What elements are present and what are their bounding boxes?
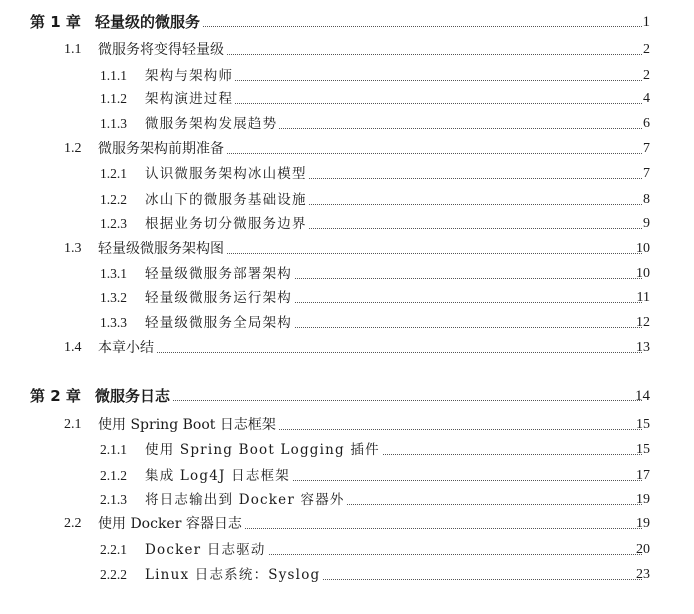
entry-title: Docker 日志驱动: [145, 539, 268, 561]
page-number: 2: [643, 68, 650, 83]
dot-leader: [98, 352, 642, 353]
page-number: 15: [636, 442, 650, 457]
entry-number: 2.1.2: [100, 468, 127, 483]
entry-title: 轻量级微服务架构图: [98, 238, 226, 260]
subsection-entry[interactable]: [0, 163, 694, 185]
subsection-entry[interactable]: [0, 113, 694, 135]
page-number: 6: [643, 116, 650, 131]
page-number: 15: [636, 417, 650, 432]
subsection-entry[interactable]: [0, 312, 694, 334]
subsection-entry[interactable]: [0, 287, 694, 309]
entry-title: Linux 日志系统：Syslog: [145, 564, 322, 586]
entry-title: 使用 Spring Boot 日志框架: [98, 414, 278, 436]
chapter-title: 微服务日志: [95, 387, 171, 405]
page-number: 17: [636, 468, 650, 483]
section-entry[interactable]: [0, 39, 694, 61]
entry-title: 架构与架构师: [145, 65, 235, 87]
entry-number: 1.1.1: [100, 68, 127, 83]
section-entry[interactable]: [0, 238, 694, 260]
entry-title: 微服务架构前期准备: [98, 138, 226, 160]
subsection-entry[interactable]: [0, 65, 694, 87]
subsection-entry[interactable]: [0, 439, 694, 461]
entry-number: 2.2: [64, 516, 82, 531]
entry-number: 1.3.1: [100, 266, 127, 281]
entry-title: 本章小结: [98, 337, 156, 359]
section-entry[interactable]: [0, 513, 694, 535]
entry-number: 1.4: [64, 340, 82, 355]
entry-title: 轻量级微服务部署架构: [145, 263, 294, 285]
entry-title: 根据业务切分微服务边界: [145, 213, 309, 235]
entry-title: 微服务架构发展趋势: [145, 113, 279, 135]
page-number: 7: [643, 141, 650, 156]
page-number: 2: [643, 42, 650, 57]
section-entry[interactable]: [0, 337, 694, 359]
page-number: 23: [636, 567, 650, 582]
entry-number: 1.3.3: [100, 315, 127, 330]
page-number: 4: [643, 91, 650, 106]
page-number: 13: [636, 340, 650, 355]
entry-number: 1.1: [64, 42, 82, 57]
subsection-entry[interactable]: [0, 465, 694, 487]
entry-number: 1.3: [64, 241, 82, 256]
entry-title: 轻量级微服务全局架构: [145, 312, 294, 334]
entry-number: 1.2: [64, 141, 82, 156]
chapter-entry[interactable]: [0, 11, 694, 33]
entry-number: 1.3.2: [100, 290, 127, 305]
entry-title: 集成 Log4J 日志框架: [145, 465, 292, 487]
page-number: 11: [636, 290, 650, 305]
entry-number: 1.1.3: [100, 116, 127, 131]
subsection-entry[interactable]: [0, 263, 694, 285]
section-entry[interactable]: [0, 138, 694, 160]
subsection-entry[interactable]: [0, 539, 694, 561]
page-number: 7: [643, 166, 650, 181]
entry-number: 1.2.2: [100, 192, 127, 207]
page-number: 19: [636, 492, 650, 507]
entry-number: 2.1.3: [100, 492, 127, 507]
subsection-entry[interactable]: [0, 88, 694, 110]
entry-title: 架构演进过程: [145, 88, 235, 110]
subsection-entry[interactable]: [0, 564, 694, 586]
page-number: 12: [636, 315, 650, 330]
entry-title: 将日志输出到 Docker 容器外: [145, 489, 347, 511]
page-number: 8: [643, 192, 650, 207]
chapter-number: 第 1 章: [30, 13, 81, 31]
page-number: 10: [636, 241, 650, 256]
entry-number: 2.1.1: [100, 442, 127, 457]
entry-title: 使用 Docker 容器日志: [98, 513, 244, 535]
page-number: 10: [636, 266, 650, 281]
entry-title: 微服务将变得轻量级: [98, 39, 226, 61]
entry-number: 2.2.2: [100, 567, 127, 582]
entry-title: 冰山下的微服务基础设施: [145, 189, 309, 211]
section-entry[interactable]: [0, 414, 694, 436]
page-number: 1: [642, 14, 650, 30]
entry-number: 2.1: [64, 417, 82, 432]
page-number: 9: [643, 216, 650, 231]
page-number: 14: [635, 388, 650, 404]
page-number: 19: [636, 516, 650, 531]
chapter-entry[interactable]: [0, 385, 694, 407]
entry-title: 轻量级微服务运行架构: [145, 287, 294, 309]
page-number: 20: [636, 542, 650, 557]
entry-title: 认识微服务架构冰山模型: [145, 163, 309, 185]
subsection-entry[interactable]: [0, 489, 694, 511]
chapter-number: 第 2 章: [30, 387, 81, 405]
entry-number: 1.1.2: [100, 91, 127, 106]
dot-leader: [95, 400, 642, 401]
entry-number: 1.2.3: [100, 216, 127, 231]
entry-title: 使用 Spring Boot Logging 插件: [145, 439, 382, 461]
entry-number: 1.2.1: [100, 166, 127, 181]
subsection-entry[interactable]: [0, 189, 694, 211]
subsection-entry[interactable]: [0, 213, 694, 235]
chapter-title: 轻量级的微服务: [95, 13, 201, 31]
entry-number: 2.2.1: [100, 542, 127, 557]
